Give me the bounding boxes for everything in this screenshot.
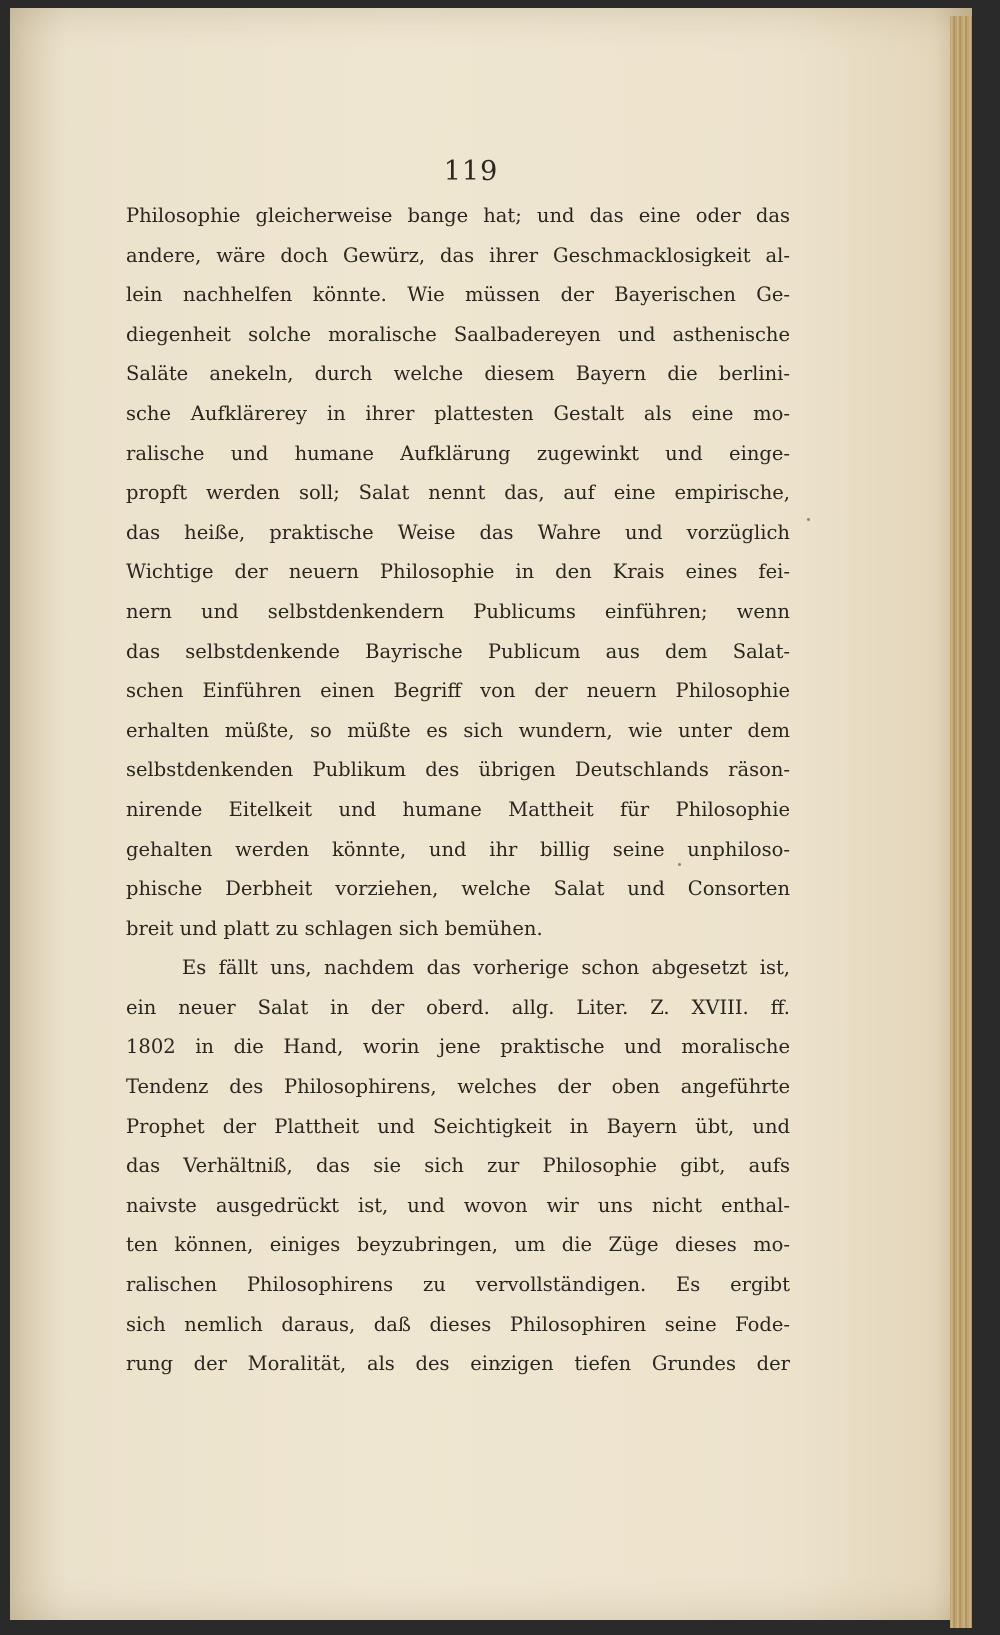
text-line: naivste ausgedrückt ist, und wovon wir uns nicht enthal- [126,1193,790,1217]
page-edge [950,16,972,1628]
text-line: lein nachhelfen könnte. Wie müssen der Bayerischen Ge- [126,283,790,307]
page-number: 119 [443,156,499,187]
text-line: erhalten müßte, so müßte es sich wundern, wie unter dem [126,718,790,742]
text-line: ein neuer Salat in der oberd. allg. Liter. Z. XVIII. ff. [126,995,790,1019]
text-line: Tendenz des Philosophirens, welches der oben angeführte [126,1075,790,1099]
text-line: selbstdenkenden Publikum des übrigen Deutschlands räson- [126,758,790,782]
text-line: breit und platt zu schlagen sich bemühen. [126,916,543,940]
text-line: ralischen Philosophirens zu vervollständigen. Es ergibt [126,1273,790,1297]
text-line: ten können, einiges beyzubringen, um die Züge dieses mo- [126,1233,790,1257]
text-line: Wichtige der neuern Philosophie in den Krais eines fei- [126,560,790,584]
text-line: sche Aufklärerey in ihrer plattesten Gestalt als eine mo- [126,401,790,425]
text-line: das selbstdenkende Bayrische Publicum aus dem Salat- [126,639,790,663]
text-line: gehalten werden könnte, und ihr billig seine unphiloso- [126,837,790,861]
text-line: das heiße, praktische Weise das Wahre und vorzüglich [126,520,790,544]
text-line: Saläte anekeln, durch welche diesem Bayern die berlini- [126,362,790,386]
ink-speck [807,518,810,521]
page-text [126,196,790,1384]
text-line: Prophet der Plattheit und Seichtigkeit in Bayern übt, und [126,1114,790,1138]
text-line: ralische und humane Aufklärung zugewinkt und einge- [126,441,790,465]
text-line: andere, wäre doch Gewürz, das ihrer Geschmacklosigkeit al- [126,243,790,267]
text-line: schen Einführen einen Begriff von der neuern Philosophie [126,679,790,703]
text-line: Philosophie gleicherweise bange hat; und das eine oder das [126,204,790,227]
text-line: nern und selbstdenkendern Publicums einführen; wenn [126,599,790,623]
text-line: diegenheit solche moralische Saalbadereyen und asthenische [126,322,790,346]
text-line: phische Derbheit vorziehen, welche Salat und Consorten [126,877,790,901]
text-line: das Verhältniß, das sie sich zur Philosophie gibt, aufs [126,1154,790,1178]
text-line: sich nemlich daraus, daß dieses Philosophiren seine Fode- [126,1312,790,1336]
text-line: Es fällt uns, nachdem das vorherige schon abgesetzt ist, [182,956,790,980]
text-line: propft werden soll; Salat nennt das, auf eine empirische, [126,481,790,505]
text-line: rung der Moralität, als des einzigen tiefen Grundes der [126,1352,790,1376]
text-line: nirende Eitelkeit und humane Mattheit für Philosophie [126,797,790,821]
text-line: 1802 in die Hand, worin jene praktische und moralische [126,1035,790,1059]
